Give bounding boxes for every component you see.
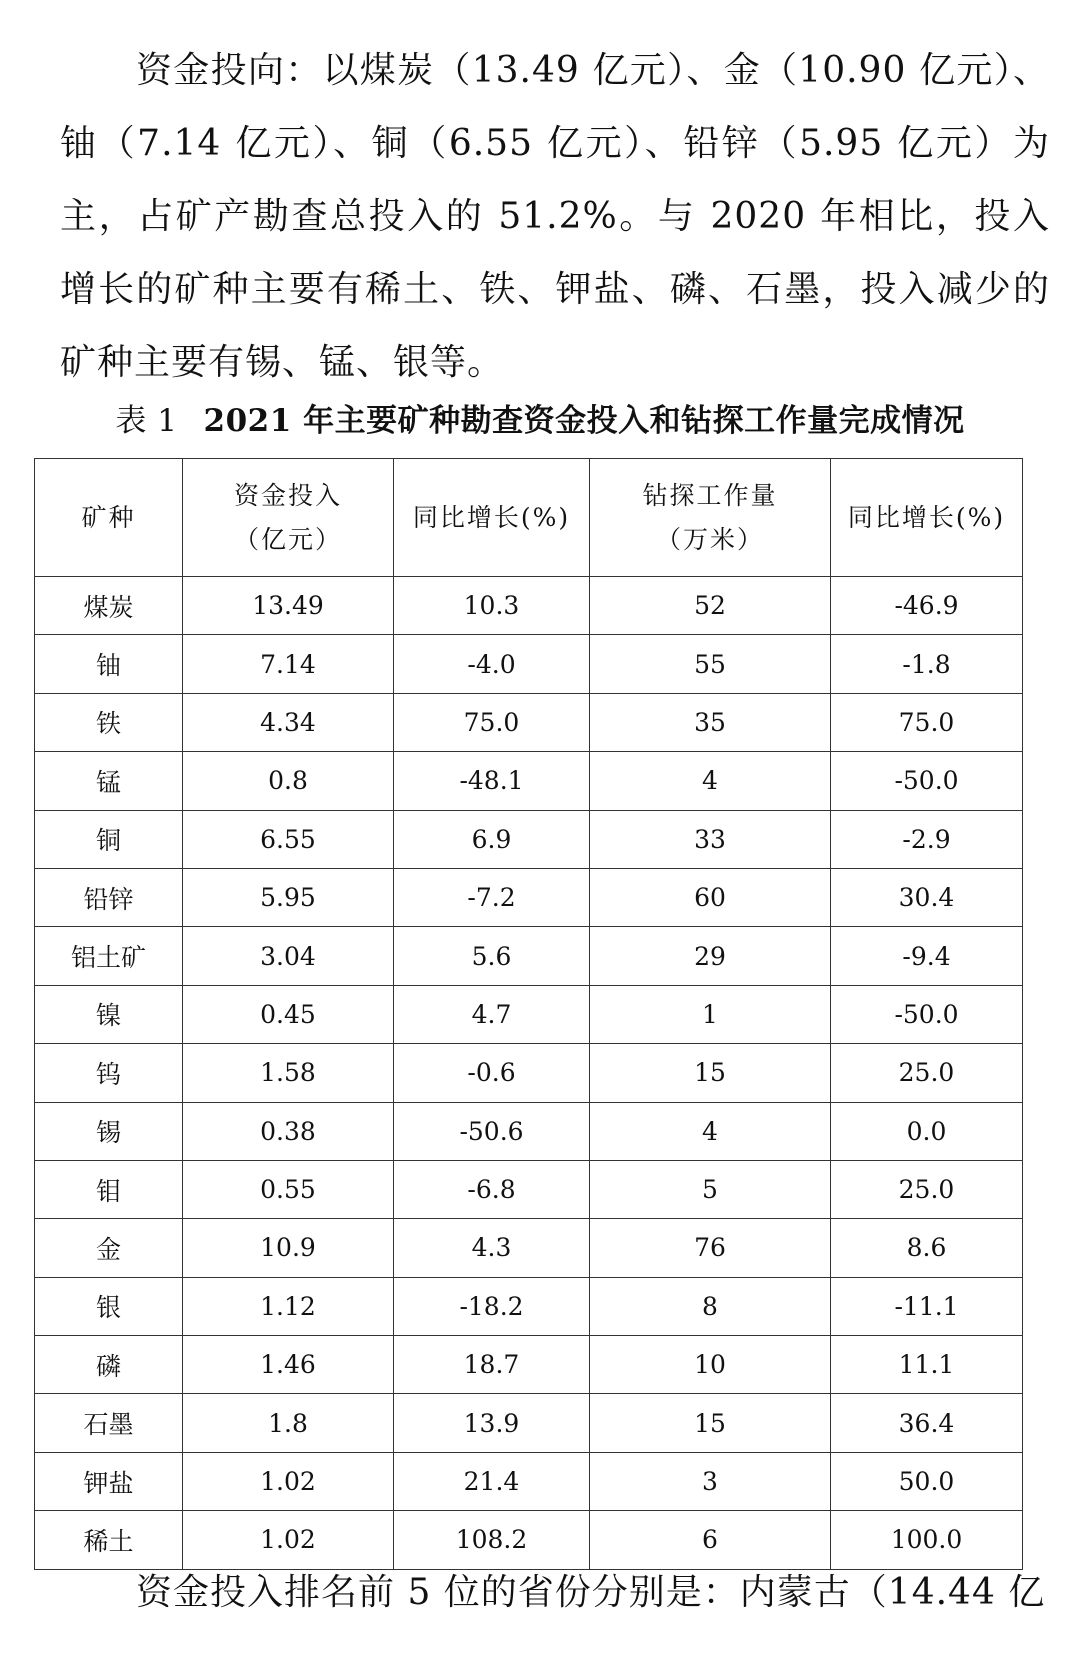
funding-growth-cell: -6.8	[394, 1160, 590, 1218]
drilling-growth-cell: 0.0	[831, 1102, 1023, 1160]
mineral-cell: 铀	[35, 635, 183, 693]
mineral-cell: 银	[35, 1277, 183, 1335]
funding-cell: 1.8	[183, 1394, 394, 1452]
drilling-growth-cell: 30.4	[831, 868, 1023, 926]
mineral-cell: 稀土	[35, 1511, 183, 1569]
mineral-cell: 铝土矿	[35, 927, 183, 985]
mineral-cell: 钼	[35, 1160, 183, 1218]
funding-growth-cell: 18.7	[394, 1336, 590, 1394]
funding-growth-cell: 5.6	[394, 927, 590, 985]
drilling-cell: 35	[590, 693, 831, 751]
drilling-growth-cell: -2.9	[831, 810, 1023, 868]
table-row	[35, 752, 1023, 810]
table-row	[35, 693, 1023, 751]
funding-growth-cell: 21.4	[394, 1452, 590, 1510]
drilling-cell: 4	[590, 1102, 831, 1160]
table-caption-number: 表 1	[115, 403, 178, 439]
mineral-cell: 金	[35, 1219, 183, 1277]
table-row	[35, 1044, 1023, 1102]
table-header-row	[35, 459, 1023, 577]
drilling-growth-cell: 36.4	[831, 1394, 1023, 1452]
drilling-cell: 76	[590, 1219, 831, 1277]
funding-growth-cell: -7.2	[394, 868, 590, 926]
funding-cell: 0.45	[183, 985, 394, 1043]
drilling-cell: 33	[590, 810, 831, 868]
drilling-cell: 60	[590, 868, 831, 926]
header-mineral	[35, 459, 183, 577]
drilling-growth-cell: 25.0	[831, 1160, 1023, 1218]
funding-cell: 0.8	[183, 752, 394, 810]
table-row	[35, 1219, 1023, 1277]
funding-growth-cell: 10.3	[394, 577, 590, 635]
drilling-growth-cell: -9.4	[831, 927, 1023, 985]
funding-cell: 1.02	[183, 1452, 394, 1510]
funding-growth-cell: 75.0	[394, 693, 590, 751]
funding-cell: 1.02	[183, 1511, 394, 1569]
funding-cell: 1.46	[183, 1336, 394, 1394]
drilling-growth-cell: -50.0	[831, 752, 1023, 810]
drilling-growth-cell: 75.0	[831, 693, 1023, 751]
funding-cell: 1.12	[183, 1277, 394, 1335]
header-funding-growth	[394, 459, 590, 577]
drilling-cell: 1	[590, 985, 831, 1043]
header-funding-label: 资金投入	[233, 480, 342, 510]
header-drilling-unit: （万米）	[655, 524, 764, 554]
drilling-growth-cell: 8.6	[831, 1219, 1023, 1277]
table-row	[35, 868, 1023, 926]
header-mineral-label: 矿种	[81, 502, 136, 532]
table-row	[35, 1394, 1023, 1452]
header-funding	[183, 459, 394, 577]
header-funding-unit: （亿元）	[233, 524, 342, 554]
funding-cell: 13.49	[183, 577, 394, 635]
table-row	[35, 577, 1023, 635]
drilling-cell: 3	[590, 1452, 831, 1510]
mineral-cell: 钾盐	[35, 1452, 183, 1510]
funding-cell: 5.95	[183, 868, 394, 926]
funding-growth-cell: 13.9	[394, 1394, 590, 1452]
funding-cell: 6.55	[183, 810, 394, 868]
funding-growth-cell: 4.7	[394, 985, 590, 1043]
table-row	[35, 810, 1023, 868]
table-row	[35, 985, 1023, 1043]
drilling-cell: 52	[590, 577, 831, 635]
funding-cell: 3.04	[183, 927, 394, 985]
mineral-cell: 锰	[35, 752, 183, 810]
funding-cell: 4.34	[183, 693, 394, 751]
funding-growth-cell: -48.1	[394, 752, 590, 810]
mineral-cell: 锡	[35, 1102, 183, 1160]
drilling-growth-cell: 25.0	[831, 1044, 1023, 1102]
drilling-cell: 6	[590, 1511, 831, 1569]
mineral-cell: 铜	[35, 810, 183, 868]
funding-cell: 0.55	[183, 1160, 394, 1218]
mineral-cell: 镍	[35, 985, 183, 1043]
drilling-cell: 10	[590, 1336, 831, 1394]
funding-growth-cell: 108.2	[394, 1511, 590, 1569]
funding-growth-cell: -0.6	[394, 1044, 590, 1102]
mineral-exploration-table	[34, 458, 1023, 1570]
drilling-growth-cell: 50.0	[831, 1452, 1023, 1510]
drilling-growth-cell: -50.0	[831, 985, 1023, 1043]
table-row	[35, 1336, 1023, 1394]
funding-cell: 10.9	[183, 1219, 394, 1277]
table-body	[35, 577, 1023, 1570]
drilling-growth-cell: 100.0	[831, 1511, 1023, 1569]
drilling-cell: 15	[590, 1044, 831, 1102]
table-row	[35, 635, 1023, 693]
table-row	[35, 1277, 1023, 1335]
drilling-cell: 29	[590, 927, 831, 985]
funding-growth-cell: 4.3	[394, 1219, 590, 1277]
funding-cell: 0.38	[183, 1102, 394, 1160]
mineral-cell: 铁	[35, 693, 183, 751]
funding-growth-cell: 6.9	[394, 810, 590, 868]
mineral-cell: 铅锌	[35, 868, 183, 926]
drilling-growth-cell: -11.1	[831, 1277, 1023, 1335]
drilling-growth-cell: -1.8	[831, 635, 1023, 693]
header-drilling-label: 钻探工作量	[642, 480, 778, 510]
table-caption-title: 2021 年主要矿种勘查资金投入和钻探工作量完成情况	[203, 403, 965, 439]
drilling-cell: 5	[590, 1160, 831, 1218]
table-row	[35, 927, 1023, 985]
drilling-growth-cell: 11.1	[831, 1336, 1023, 1394]
mineral-cell: 磷	[35, 1336, 183, 1394]
header-drilling	[590, 459, 831, 577]
intro-paragraph: 资金投向：以煤炭（13.49 亿元）、金（10.90 亿元）、铀（7.14 亿元）、铜（6.55 亿元）、铅锌（5.95 亿元）为主，占矿产勘查总投入的 51.2%。与 2020 年相比，投入增长的矿种主要有稀土、铁、钾盐、磷、石墨，投入减少的矿种主要有锡、锰、银等。	[60, 50, 1050, 383]
table-row	[35, 1452, 1023, 1510]
drilling-growth-cell: -46.9	[831, 577, 1023, 635]
closing-paragraph: 资金投入排名前 5 位的省份分别是：内蒙古（14.44 亿	[136, 1572, 1046, 1613]
drilling-cell: 8	[590, 1277, 831, 1335]
drilling-cell: 15	[590, 1394, 831, 1452]
drilling-cell: 55	[590, 635, 831, 693]
mineral-cell: 煤炭	[35, 577, 183, 635]
header-drilling-growth-label: 同比增长(%)	[847, 502, 1006, 532]
table-row	[35, 1160, 1023, 1218]
funding-cell: 1.58	[183, 1044, 394, 1102]
drilling-cell: 4	[590, 752, 831, 810]
header-funding-growth-label: 同比增长(%)	[412, 502, 571, 532]
funding-growth-cell: -50.6	[394, 1102, 590, 1160]
mineral-cell: 石墨	[35, 1394, 183, 1452]
funding-growth-cell: -4.0	[394, 635, 590, 693]
header-drilling-growth	[831, 459, 1023, 577]
table-caption	[0, 396, 1080, 446]
funding-cell: 7.14	[183, 635, 394, 693]
mineral-cell: 钨	[35, 1044, 183, 1102]
funding-growth-cell: -18.2	[394, 1277, 590, 1335]
table-row	[35, 1102, 1023, 1160]
